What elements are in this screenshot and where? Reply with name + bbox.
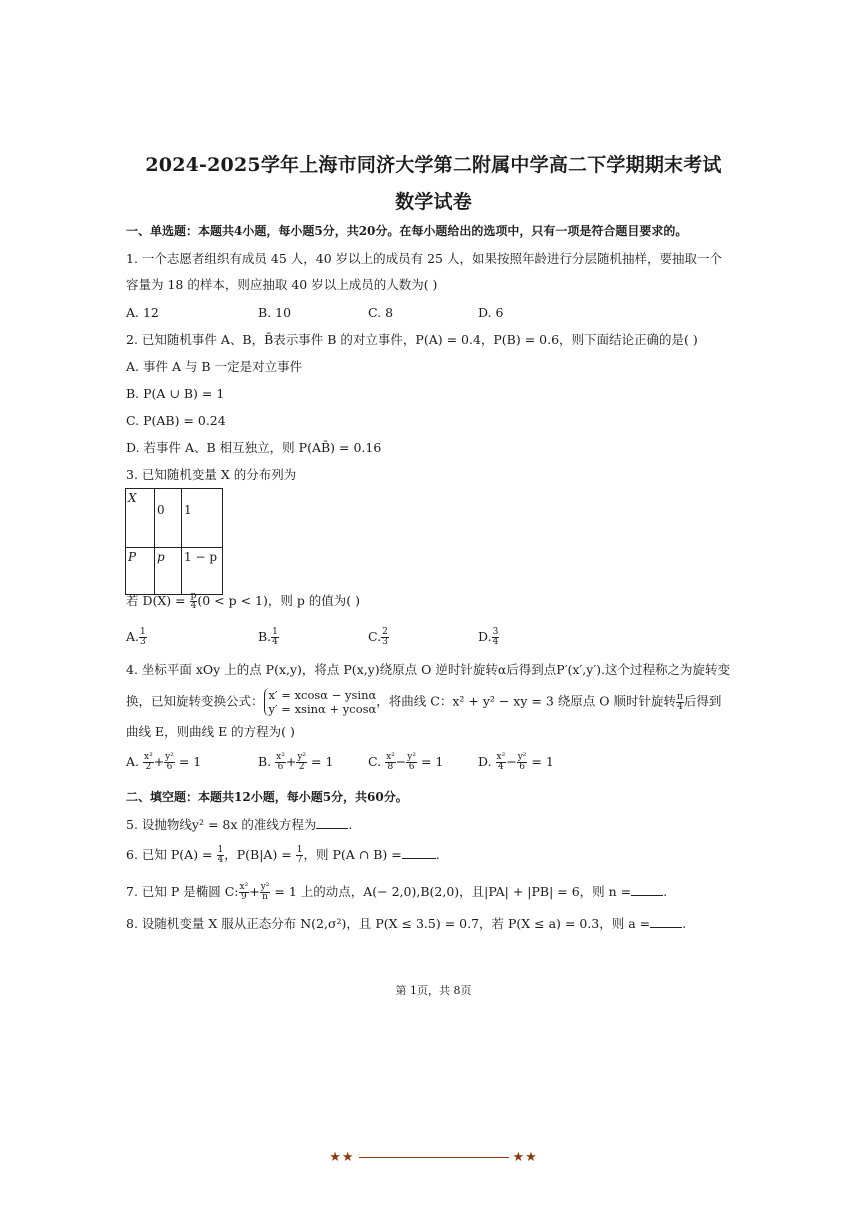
answer-blank[interactable] xyxy=(631,883,663,896)
q6: 6. 已知 P(A) = $\frac{1}{4}$ ，P(B|A) = $\frac{1}{7}$ ，则 P(A ∩ B) = . xyxy=(126,845,440,865)
q2-option-a: A. 事件 A 与 B 一定是对立事件 xyxy=(126,359,303,374)
table-cell: X xyxy=(126,489,155,548)
q3-stem: 3. 已知随机变量 X 的分布列为 xyxy=(126,467,297,482)
q4-line3: 曲线 E，则曲线 E 的方程为( ) xyxy=(126,724,295,739)
answer-blank[interactable] xyxy=(402,846,436,859)
q4-option-c: C. $\frac{\text{x²}}{8}$ − $\frac{\text{y²}}{6}$ = 1 xyxy=(368,752,444,772)
exam-subtitle: 数学试卷 xyxy=(395,191,472,213)
q1-line2: 容量为 18 的样本，则应抽取 40 岁以上成员的人数为( ) xyxy=(126,277,438,292)
q2-stem: 2. 已知随机事件 A、B，B̄表示事件 B 的对立事件，P(A) = 0.4，P(B) = 0.6，则下面结论正确的是( ) xyxy=(126,332,698,347)
table-cell: P xyxy=(126,548,155,595)
table-cell: 1 xyxy=(182,489,223,548)
q1-option-a: A. 12 xyxy=(126,305,159,320)
table-cell: 1 − p xyxy=(182,548,223,595)
q2-option-b: B. P(A ∪ B) = 1 xyxy=(126,386,225,401)
q1-option-d: D. 6 xyxy=(478,305,504,320)
section-1-heading: 一、单选题：本题共4小题，每小题5分，共20分。在每小题给出的选项中，只有一项是符合题目要求的。 xyxy=(126,224,688,238)
q3-condition: 若 D(X) = $\frac{p}{4}$ (0 < p < 1)，则 p 的值为( ) xyxy=(126,591,361,611)
exam-title: 2024-2025学年上海市同济大学第二附属中学高二下学期期末考试 xyxy=(145,154,722,176)
star-icon: ★★ xyxy=(512,1150,538,1165)
table-cell: 0 xyxy=(155,489,182,548)
table-row xyxy=(126,548,223,595)
q5: 5. 设抛物线y² = 8x 的准线方程为 . xyxy=(126,817,353,832)
q1-line1: 1. 一个志愿者组织有成员 45 人，40 岁以上的成员有 25 人，如果按照年龄进行分层随机抽样，要抽取一个 xyxy=(126,251,722,266)
section-2-heading: 二、填空题：本题共12小题，每小题5分，共60分。 xyxy=(126,790,408,804)
q8: 8. 设随机变量 X 服从正态分布 N(2,σ²)，且 P(X ≤ 3.5) = 0.7，若 P(X ≤ a) = 0.3，则 a = . xyxy=(126,916,687,931)
q2-option-c: C. P(AB) = 0.24 xyxy=(126,413,226,428)
q4-option-a: A. $\frac{\text{x²}}{2}$ + $\frac{\text{y²}}{6}$ = 1 xyxy=(126,752,202,772)
q7: 7. 已知 P 是椭圆 C: $\frac{\text{x²}}{9}$ + $\frac{\text{y²}}{n}$ = 1 上的动点，A(− 2,0),B(2,0)，且|PA| + |PB| = 6，则 n = . xyxy=(126,882,668,902)
answer-blank[interactable] xyxy=(650,915,682,928)
q3-option-b: B. $\frac{1}{4}$ xyxy=(258,627,278,647)
answer-blank[interactable] xyxy=(316,816,348,829)
rotation-formula: x′ = xcosα − ysinα y′ = xsinα + ycosα xyxy=(264,688,377,716)
q2-option-d: D. 若事件 A、B 相互独立，则 P(AB̄) = 0.16 xyxy=(126,440,382,455)
q1-option-c: C. 8 xyxy=(368,305,394,320)
star-icon: ★★ xyxy=(329,1150,355,1165)
table-row xyxy=(126,489,223,548)
footer-decoration xyxy=(0,1150,867,1165)
distribution-table xyxy=(125,488,223,595)
fraction: $\frac{p}{4}$ xyxy=(190,591,197,611)
q4-option-b: B. $\frac{\text{x²}}{6}$ + $\frac{\text{y²}}{2}$ = 1 xyxy=(258,752,334,772)
q3-option-a: A. $\frac{1}{3}$ xyxy=(126,627,146,647)
q3-option-d: D. $\frac{3}{4}$ xyxy=(478,627,499,647)
q3-option-c: C. $\frac{2}{3}$ xyxy=(368,627,388,647)
q1-option-b: B. 10 xyxy=(258,305,292,320)
q4-line2: 换，已知旋转变换公式： x′ = xcosα − ysinα y′ = xsinα + ycosα ，将曲线 C：x² + y² − xy = 3 绕原点 O 顺时针旋转 $\frac{\pi}{4}$ 后得到 xyxy=(126,688,722,716)
table-cell: p xyxy=(155,548,182,595)
divider xyxy=(359,1157,509,1158)
q4-option-d: D. $\frac{\text{x²}}{4}$ − $\frac{\text{y²}}{6}$ = 1 xyxy=(478,752,554,772)
page-footer: 第 1页，共 8页 xyxy=(395,984,472,997)
q4-line1: 4. 坐标平面 xOy 上的点 P(x,y)，将点 P(x,y)绕原点 O 逆时针旋转α后得到点P′(x′,y′).这个过程称之为旋转变 xyxy=(126,662,731,677)
